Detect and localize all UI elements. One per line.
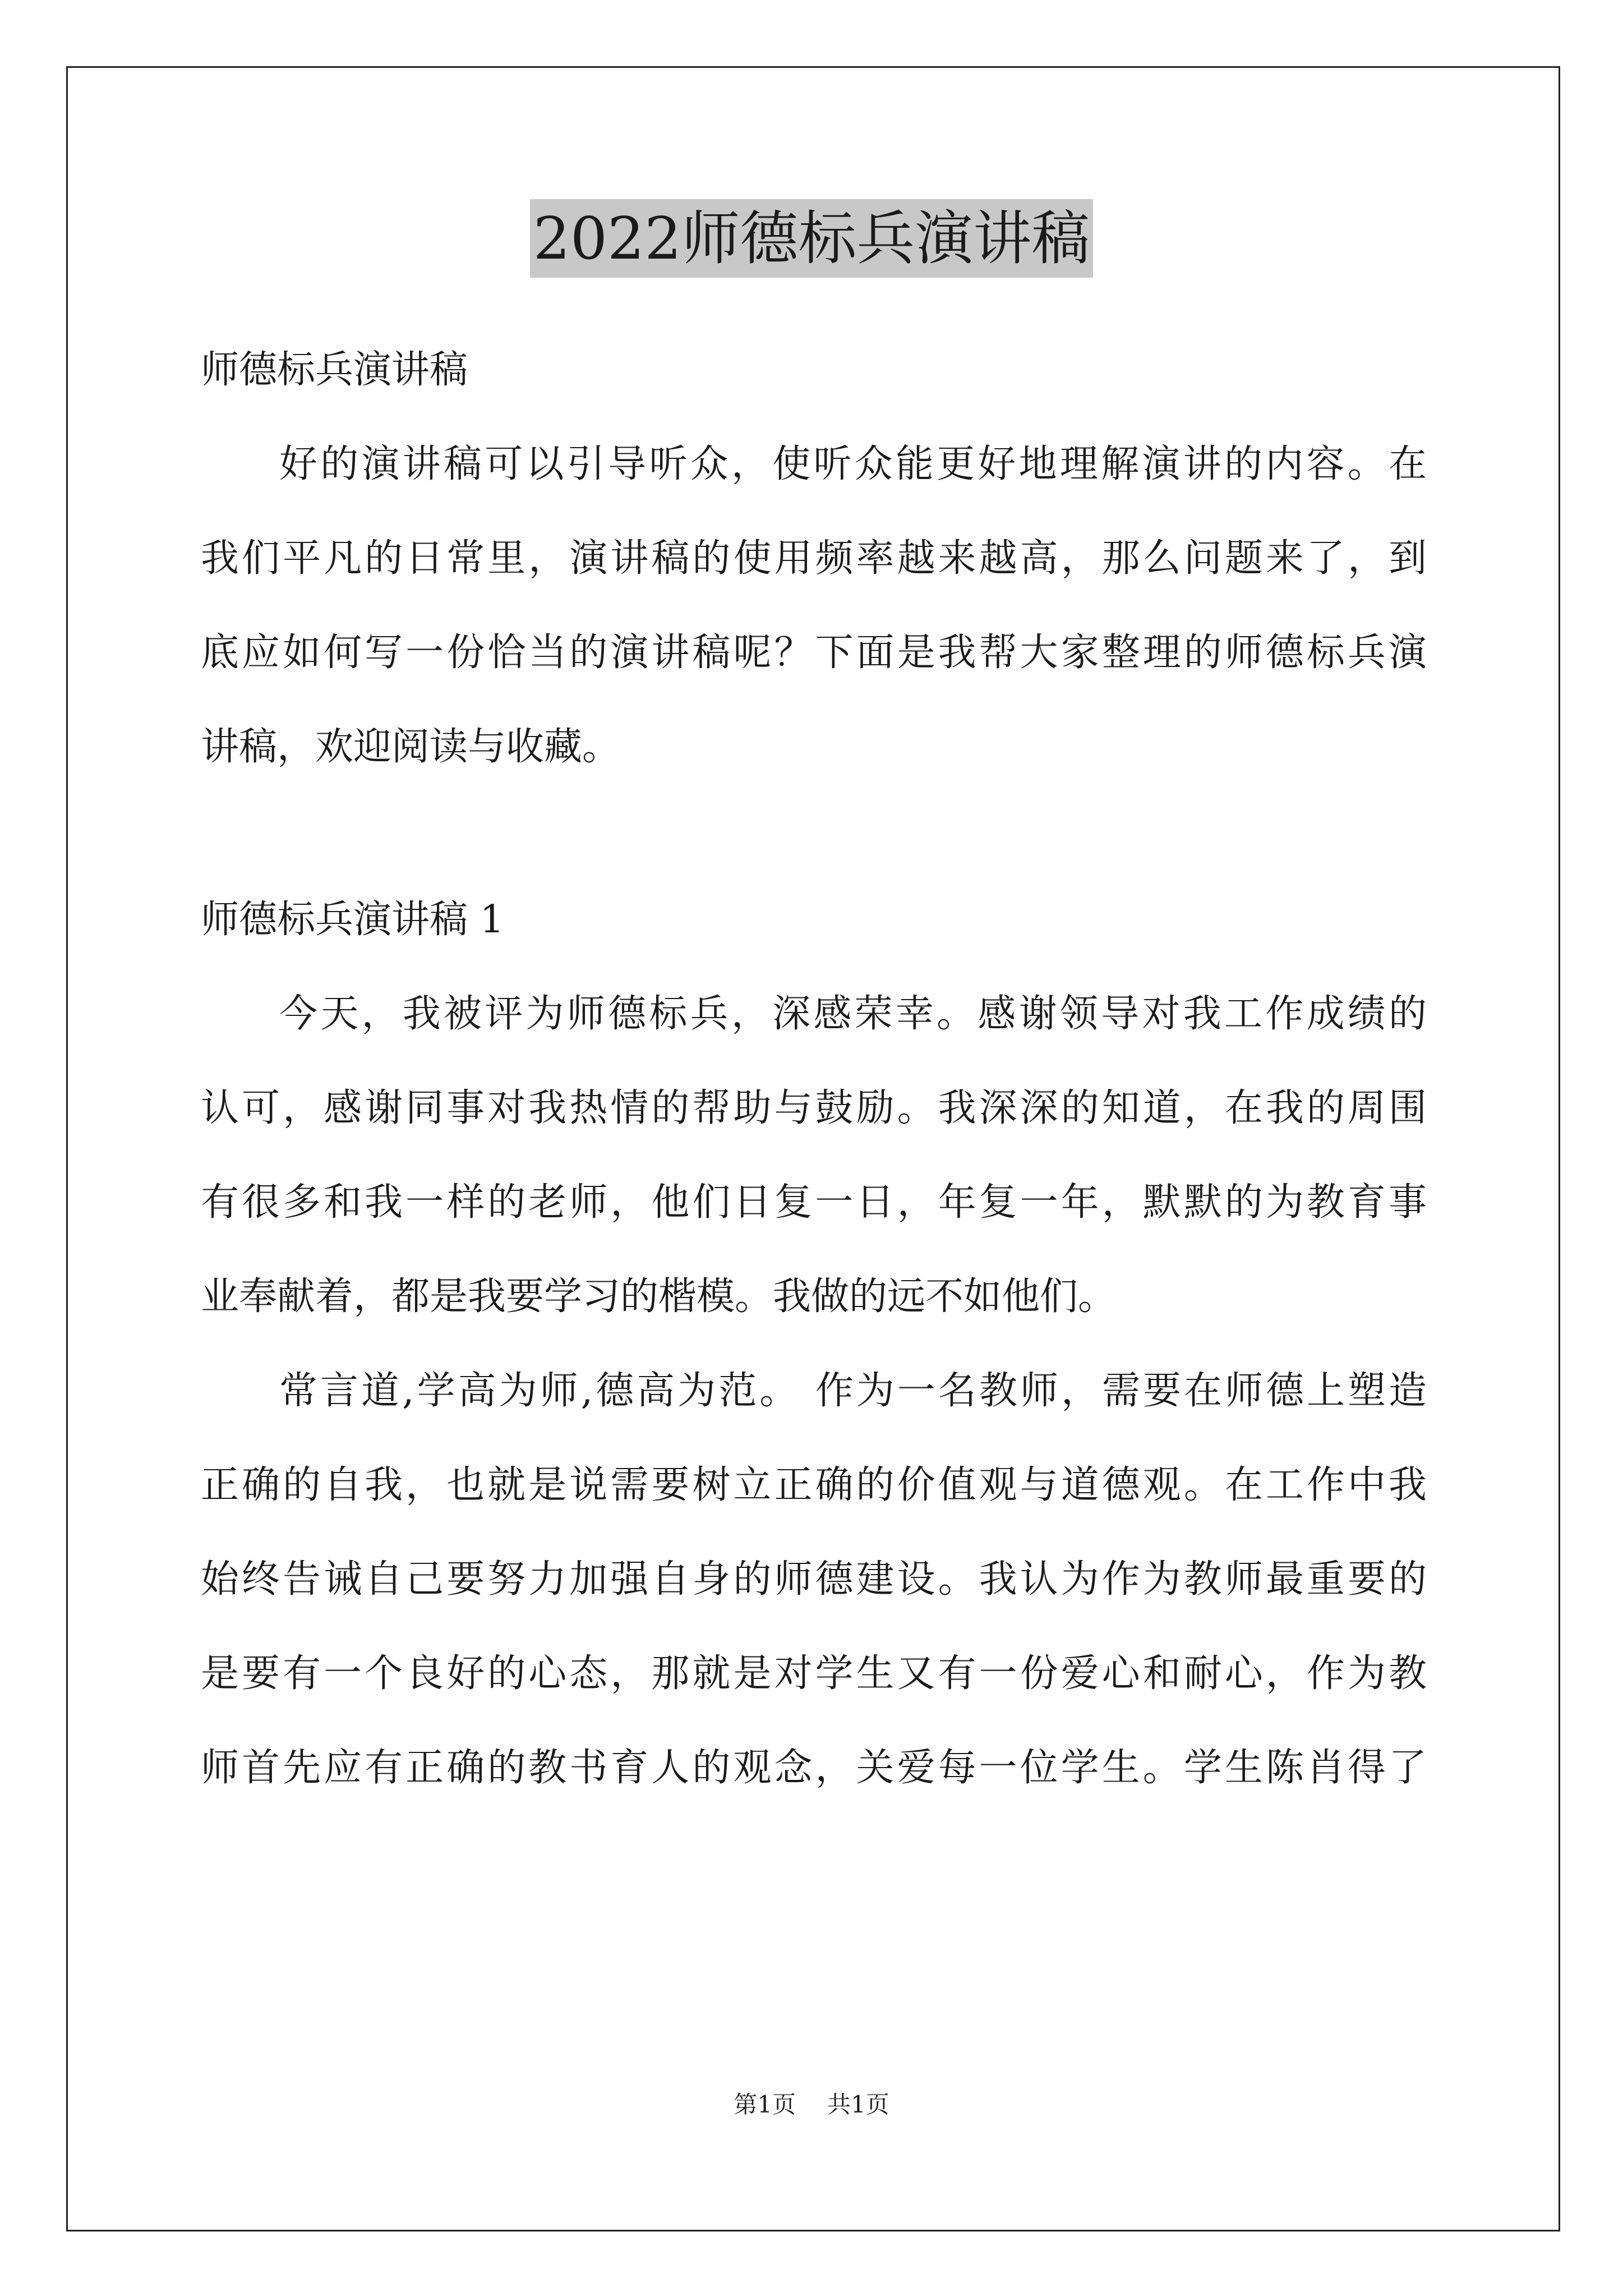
- document-body: [201, 342, 1427, 1834]
- paragraph-line: 今天，我被评为师德标兵，深感荣幸。感谢领导对我工作成绩的: [279, 992, 1427, 1036]
- paragraph-line: 业奉献着，都是我要学习的楷模。我做的远不如他们。: [201, 1274, 1117, 1319]
- page-number: 第1页: [734, 2091, 796, 2118]
- section-heading: 师德标兵演讲稿 1: [201, 898, 504, 942]
- paragraph-line: 有很多和我一样的老师，他们日复一日，年复一年，默默的为教育事: [201, 1180, 1427, 1225]
- document-title: [0, 199, 1623, 278]
- paragraph-line: 认可，感谢同事对我热情的帮助与鼓励。我深深的知道，在我的周围: [201, 1086, 1427, 1130]
- intro-line: 讲稿，欢迎阅读与收藏。: [201, 725, 621, 769]
- paragraph-line: 正确的自我，也就是说需要树立正确的价值观与道德观。在工作中我: [201, 1463, 1427, 1507]
- intro-line: 我们平凡的日常里，演讲稿的使用频率越来越高，那么问题来了，到: [201, 536, 1427, 581]
- paragraph-line: 常言道,学高为师,德高为范。 作为一名教师，需要在师德上塑造: [279, 1369, 1427, 1413]
- subtitle: 师德标兵演讲稿: [201, 348, 468, 392]
- paragraph-line: 师首先应有正确的教书育人的观念，关爱每一位学生。学生陈肖得了: [201, 1746, 1427, 1790]
- paragraph-line: 始终告诫自己要努力加强自身的师德建设。我认为作为教师最重要的: [201, 1557, 1427, 1602]
- paragraph-line: 是要有一个良好的心态，那就是对学生又有一份爱心和耐心，作为教: [201, 1651, 1427, 1696]
- section-spacer: [201, 813, 1427, 892]
- intro-line: 底应如何写一份恰当的演讲稿呢？下面是我帮大家整理的师德标兵演: [201, 631, 1427, 675]
- page-total: 共1页: [827, 2091, 889, 2118]
- title-text: 2022师德标兵演讲稿: [530, 199, 1094, 278]
- intro-line: 好的演讲稿可以引导听众，使听众能更好地理解演讲的内容。在: [279, 442, 1427, 486]
- page-footer: [0, 2088, 1623, 2122]
